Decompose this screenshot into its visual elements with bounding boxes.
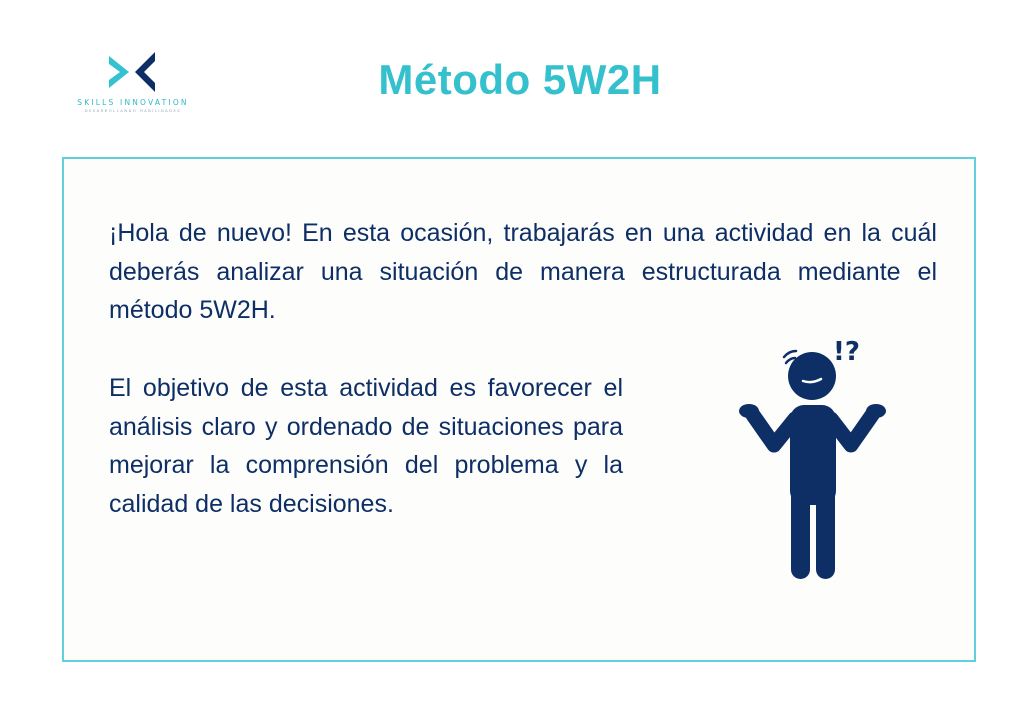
page-title: Método 5W2H (378, 56, 662, 103)
confused-person-icon (739, 327, 889, 587)
intro-paragraph: ¡Hola de nuevo! En esta ocasión, trabajarás en una actividad en la cuál deberás analizar una situación de manera estructurada mediante el método 5W2H. (109, 219, 937, 324)
confused-person-illustration (739, 327, 889, 592)
logo-name: SKILLS INNOVATION (77, 98, 189, 107)
objective-paragraph: El objetivo de esta actividad es favorecer el análisis claro y ordenado de situaciones para mejorar la comprensión del problema y la calidad de las decisiones. (109, 374, 623, 518)
logo-tagline: DESARROLLANDO HABILIDADES (84, 109, 182, 113)
exclamation-question-icon: !? (833, 337, 860, 367)
content-card (62, 157, 976, 662)
